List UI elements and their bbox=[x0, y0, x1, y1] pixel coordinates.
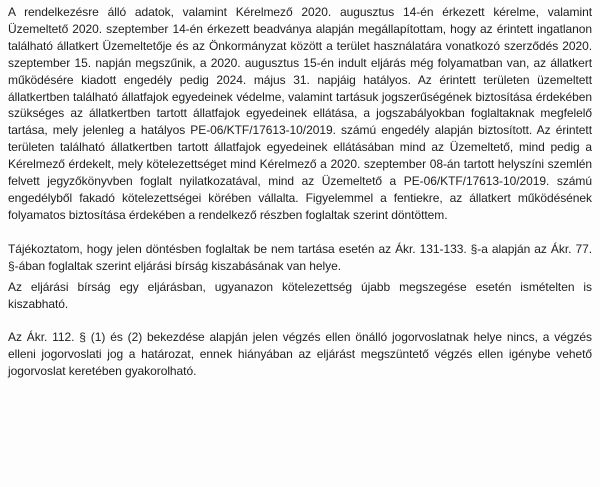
paragraph-legal-remedy: Az Ákr. 112. § (1) és (2) bekezdése alapján jelen végzés ellen önálló jogorvoslatnak helye nincs, a végzés elleni jogorvoslati jog a határozat, ennek hiányában az eljárást megszüntető végzés ellen igénybe vehető jogorvoslat keretében gyakorolható. bbox=[8, 330, 592, 379]
document-body bbox=[8, 4, 592, 380]
paragraph-penalty-notice: Tájékoztatom, hogy jelen döntésben foglaltak be nem tartása esetén az Ákr. 131-133. §-a alapján az Ákr. 77. §-ában foglaltak szerint eljárási bírság kiszabásának van helye. bbox=[8, 241, 592, 273]
paragraph-repeat-penalty: Az eljárási bírság egy eljárásban, ugyanazon kötelezettség újabb megszegése esetén ismételten is kiszabható. bbox=[8, 279, 592, 311]
paragraph-decision-reasoning: A rendelkezésre álló adatok, valamint Kérelmező 2020. augusztus 14-én érkezett kérelme, valamint Üzemeltető 2020. szeptember 14-én érkezett beadványa alapján megállapítottam, hogy az érintett ingatlanon található állatkert Üzemeltetője és az Önkormányzat között a terület használatára vonatkozó szerződés 2020. szeptember 15. napján megszűnik, a 2020. augusztus 15-én indult eljárás még folyamatban van, az állatkert működésére kiadott engedély pedig 2024. május 31. napjáig hatályos. Az érintett területen üzemeltett állatkertben található állatfajok egyedeinek védelme, valamint tartásuk jogszerűségének biztosítása érdekében szükséges az állatkertben tartott állatfajok egyedeinek ellátása, a jogszabályokban foglaltaknak megfelelő tartása, mely jelenleg a hatályos PE-06/KTF/17613-10/2019. számú engedély alapján biztosított. Az érintett területen található állatkertben tartott állatfajok egyedeinek ellátásában mind az Üzemeltető, mind pedig a Kérelmező érdekelt, mely kötelezettséget mind Kérelmező a 2020. szeptember 08-án tartott helyszíni szemlén felvett jegyzőkönyvben foglalt nyilatkozatával, mind az Üzemeltető a PE-06/KTF/17613-10/2019. számú engedélyből fakadó kötelezettségei körében vállalta. Figyelemmel a fentiekre, az állatkert működésének folyamatos biztosítása érdekében a rendelkező részben foglaltak szerint döntöttem. bbox=[8, 5, 592, 222]
